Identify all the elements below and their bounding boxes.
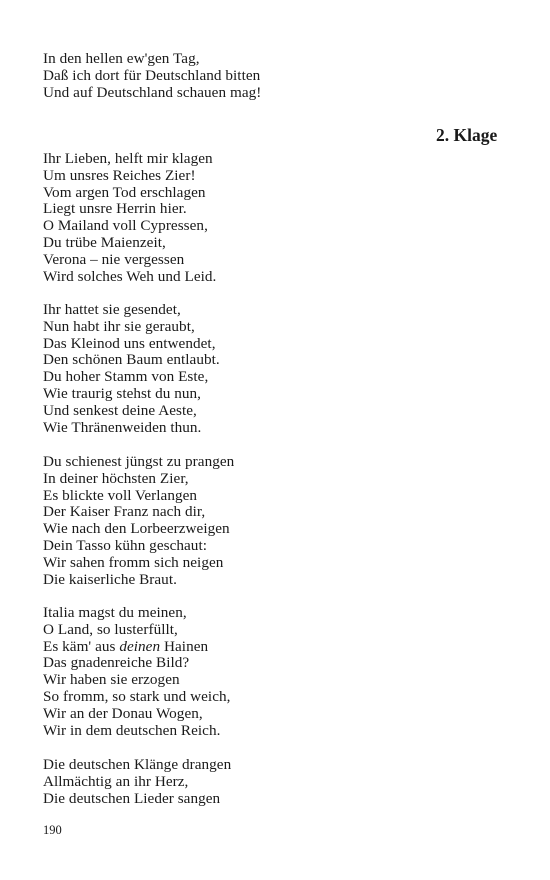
verse-line: Das Kleinod uns entwendet, <box>43 334 216 352</box>
verse-line: Liegt unsre Herrin hier. <box>43 200 187 218</box>
verse-line: Die deutschen Klänge drangen <box>43 756 232 773</box>
verse-line: Daß ich dort für Deutschland bitten <box>43 66 261 84</box>
verse-line: Die deutschen Lieder sangen <box>43 789 221 807</box>
verse-line: Die kaiserliche Braut. <box>43 570 177 588</box>
section-title: 2. Klage <box>436 125 498 145</box>
verse-line: Wie traurig stehst du nun, <box>43 384 202 402</box>
verse-line: Wird solches Weh und Leid. <box>43 267 217 285</box>
verse-line: Du trübe Maienzeit, <box>43 233 166 251</box>
verse-line: Wir sahen fromm sich neigen <box>43 553 224 571</box>
verse-line-with-emphasis <box>43 639 513 656</box>
verse-text: Es käm' aus <box>43 637 116 655</box>
verse-line: O Land, so lusterfüllt, <box>43 620 178 638</box>
verse-line: Wir an der Donau Wogen, <box>43 704 203 722</box>
verse-line: In den hellen ew'gen Tag, <box>43 50 200 67</box>
verse-line: Und auf Deutschland schauen mag! <box>43 83 262 101</box>
verse-line: Den schönen Baum entlaubt. <box>43 351 220 369</box>
stanza-1 <box>43 151 513 285</box>
stanza-2 <box>43 302 513 436</box>
verse-line: Um unsres Reiches Zier! <box>43 166 196 184</box>
verse-line: Du hoher Stamm von Este, <box>43 368 209 386</box>
stanza-3 <box>43 454 513 588</box>
page-number: 190 <box>43 823 62 837</box>
verse-line: So fromm, so stark und weich, <box>43 687 231 705</box>
verse-line: Vom argen Tod erschlagen <box>43 183 206 201</box>
verse-line: Es blickte voll Verlangen <box>43 486 198 504</box>
section-heading <box>0 124 510 146</box>
verse-line: Ihr Lieben, helft mir klagen <box>43 150 213 167</box>
verse-line: Der Kaiser Franz nach dir, <box>43 503 206 521</box>
verse-line: In deiner höchsten Zier, <box>43 469 189 487</box>
verse-line: Du schienest jüngst zu prangen <box>43 453 235 470</box>
verse-text: Hainen <box>163 637 209 655</box>
verse-line: Wie Thränenweiden thun. <box>43 418 202 436</box>
verse-line: Dein Tasso kühn geschaut: <box>43 536 207 554</box>
verse-line: O Mailand voll Cypressen, <box>43 217 208 235</box>
emphasized-word: deinen <box>119 637 161 655</box>
verse-line: Verona – nie vergessen <box>43 250 185 268</box>
verse-line: Wir haben sie erzogen <box>43 671 180 689</box>
verse-line: Das gnadenreiche Bild? <box>43 654 190 672</box>
verse-line: Wir in dem deutschen Reich. <box>43 721 221 739</box>
verse-line: Allmächtig an ihr Herz, <box>43 772 189 790</box>
verse-line: Nun habt ihr sie geraubt, <box>43 317 195 335</box>
verse-line: Ihr hattet sie gesendet, <box>43 301 181 318</box>
stanza-5 <box>43 757 513 807</box>
verse-line: Und senkest deine Aeste, <box>43 401 197 419</box>
stanza-4 <box>43 605 513 739</box>
verse-line: Italia magst du meinen, <box>43 604 187 621</box>
verse-line: Wie nach den Lorbeerzweigen <box>43 520 230 538</box>
continuation-stanza <box>43 51 513 101</box>
